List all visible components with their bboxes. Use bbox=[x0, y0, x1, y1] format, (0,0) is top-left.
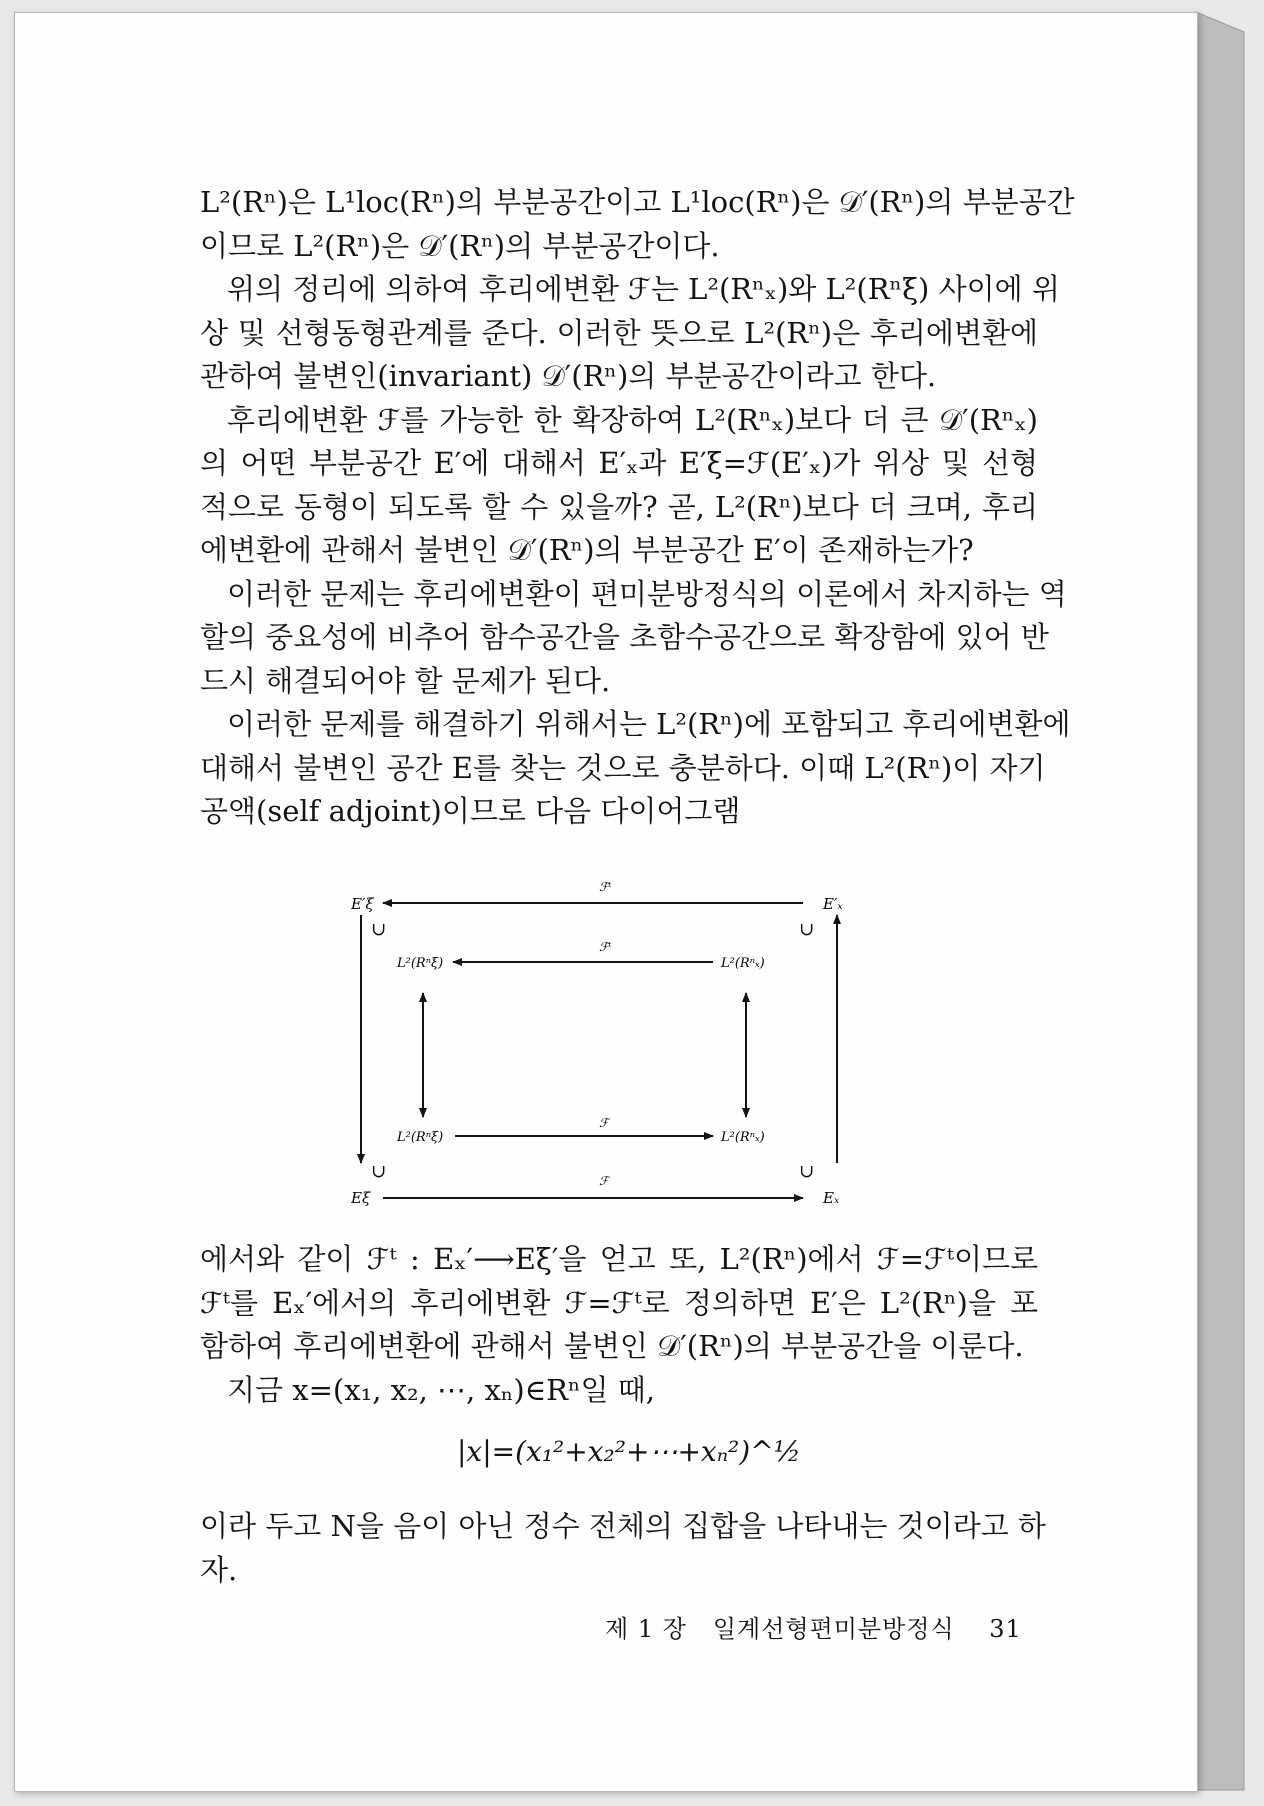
subset-tl: ∪ bbox=[371, 919, 387, 940]
body-text-bottom bbox=[200, 1505, 1046, 1592]
text-line: 지금 x=(x₁, x₂, ⋯, xₙ)∈Rⁿ일 때, bbox=[227, 1372, 656, 1407]
label-inner-top-left: L²(Rⁿξ) bbox=[397, 956, 444, 971]
label-inner-top-right: L²(Rⁿₓ) bbox=[721, 956, 765, 971]
subset-tr: ∪ bbox=[799, 919, 815, 940]
text-line: 에변환에 관해서 불변인 𝒟′(Rⁿ)의 부분공간 E′이 존재하는가? bbox=[200, 533, 974, 567]
label-bottom-arrow: ℱ bbox=[599, 1174, 609, 1188]
label-top-right: E′ₓ bbox=[823, 895, 843, 913]
text-line: 대해서 불변인 공간 E를 찾는 것으로 충분하다. 이때 L²(Rⁿ)이 자기 bbox=[200, 750, 1046, 785]
commutative-diagram bbox=[351, 873, 881, 1209]
text-line: 이므로 L²(Rⁿ)은 𝒟′(Rⁿ)의 부분공간이다. bbox=[200, 228, 720, 263]
label-inner-bottom-right: L²(Rⁿₓ) bbox=[721, 1130, 765, 1145]
text-line: 이라 두고 N을 음이 아닌 정수 전체의 집합을 나타내는 것이라고 하 bbox=[200, 1509, 1046, 1543]
label-inner-bottom-arrow: ℱ bbox=[599, 1116, 609, 1130]
label-top-left: E′ξ bbox=[351, 895, 374, 913]
text-line: 함하여 후리에변환에 관해서 불변인 𝒟′(Rⁿ)의 부분공간을 이룬다. bbox=[200, 1329, 1024, 1363]
label-top-arrow: ℱᵗ bbox=[599, 880, 612, 894]
book-page bbox=[14, 12, 1198, 1792]
norm-formula: |x|=(x₁²+x₂²+⋯+xₙ²)^½ bbox=[457, 1435, 801, 1468]
label-bottom-right: Eₓ bbox=[823, 1189, 840, 1207]
text-line: 드시 해결되어야 할 문제가 된다. bbox=[200, 663, 611, 698]
body-text-middle bbox=[200, 1238, 1038, 1412]
text-line: ℱᵗ를 Eₓ′에서의 후리에변환 ℱ=ℱᵗ로 정의하면 E′은 L²(Rⁿ)을 포 bbox=[200, 1285, 1038, 1320]
text-line: 후리에변환 ℱ를 가능한 한 확장하여 L²(Rⁿₓ)보다 더 큰 𝒟′(Rⁿₓ) bbox=[227, 402, 1038, 437]
text-line: L²(Rⁿ)은 L¹loc(Rⁿ)의 부분공간이고 L¹loc(Rⁿ)은 𝒟′(Rⁿ)의 부분공간 bbox=[200, 185, 1075, 219]
subset-bl: ∪ bbox=[371, 1161, 387, 1182]
label-inner-bottom-left: L²(Rⁿξ) bbox=[397, 1130, 444, 1145]
text-line: 적으로 동형이 되도록 할 수 있을까? 곧, L²(Rⁿ)보다 더 크며, 후리 bbox=[200, 489, 1038, 524]
text-line: 상 및 선형동형관계를 준다. 이러한 뜻으로 L²(Rⁿ)은 후리에변환에 bbox=[200, 315, 1038, 350]
label-bottom-left: Eξ bbox=[351, 1189, 371, 1207]
text-line: 자. bbox=[200, 1552, 238, 1587]
footer-title: 일계선형편미분방정식 bbox=[712, 1615, 955, 1643]
body-text-top bbox=[200, 181, 1075, 834]
subset-br: ∪ bbox=[799, 1161, 815, 1182]
text-line: 이러한 문제를 해결하기 위해서는 L²(Rⁿ)에 포함되고 후리에변환에 bbox=[227, 707, 1071, 741]
text-line: 공액(self adjoint)이므로 다음 다이어그램 bbox=[200, 794, 741, 828]
text-line: 관하여 불변인(invariant) 𝒟′(Rⁿ)의 부분공간이라고 한다. bbox=[200, 359, 937, 393]
footer-chapter: 제 1 장 bbox=[605, 1615, 687, 1643]
label-inner-top-arrow: ℱᵗ bbox=[599, 940, 612, 954]
page-number: 31 bbox=[989, 1615, 1022, 1643]
text-line: 할의 중요성에 비추어 함수공간을 초함수공간으로 확장함에 있어 반 bbox=[200, 620, 1049, 654]
text-line: 에서와 같이 ℱᵗ : Eₓ′⟶Eξ′을 얻고 또, L²(Rⁿ)에서 ℱ=ℱᵗ이므로 bbox=[200, 1242, 1038, 1276]
text-line: 위의 정리에 의하여 후리에변환 ℱ는 L²(Rⁿₓ)와 L²(Rⁿξ) 사이에 위 bbox=[227, 272, 1060, 306]
page-footer bbox=[605, 1609, 1020, 1644]
text-line: 이러한 문제는 후리에변환이 편미분방정식의 이론에서 차지하는 역 bbox=[227, 576, 1067, 611]
text-line: 의 어떤 부분공간 E′에 대해서 E′ₓ과 E′ξ=ℱ(E′ₓ)가 위상 및 선형 bbox=[200, 446, 1038, 480]
